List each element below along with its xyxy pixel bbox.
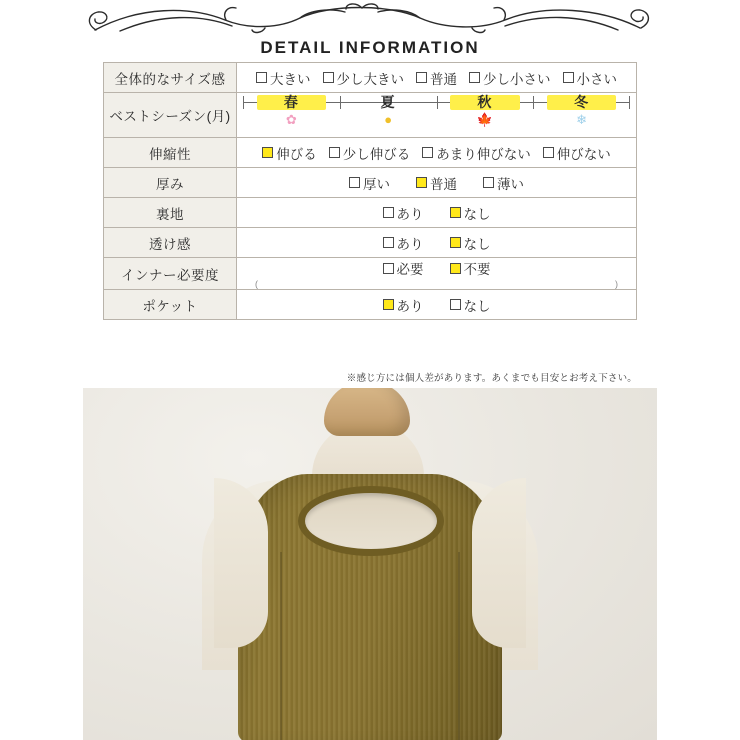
checkbox-icon-checked[interactable] [450, 237, 461, 248]
season-label: 冬 [574, 94, 590, 110]
option-label: 伸びる [276, 146, 317, 162]
checkbox-icon[interactable] [450, 299, 461, 310]
table-row [104, 198, 637, 228]
option-size-4[interactable] [563, 68, 618, 88]
checkbox-icon-checked[interactable] [383, 299, 394, 310]
option-thickness-2[interactable] [483, 173, 524, 193]
option-label: あまり伸びない [436, 146, 531, 162]
checkbox-icon[interactable] [383, 237, 394, 248]
row-value-inner [237, 258, 637, 290]
table-row [104, 93, 637, 138]
option-size-2[interactable] [416, 68, 457, 88]
row-value-lining [237, 198, 637, 228]
season-winter[interactable] [533, 93, 630, 127]
season-label: 秋 [477, 94, 493, 110]
option-label: 薄い [497, 176, 524, 192]
table-row [104, 290, 637, 320]
option-label: 普通 [430, 176, 457, 192]
option-stretch-1[interactable] [329, 143, 411, 163]
sun-icon: ● [384, 112, 393, 127]
row-value-pocket [237, 290, 637, 320]
vest-seam-left [280, 552, 282, 740]
checkbox-icon[interactable] [469, 72, 480, 83]
paren-right: ) [615, 279, 618, 289]
option-thickness-0[interactable] [349, 173, 390, 193]
option-size-3[interactable] [469, 68, 551, 88]
option-stretch-0[interactable] [262, 143, 317, 163]
option-inner-0[interactable] [383, 258, 424, 278]
option-size-0[interactable] [256, 68, 311, 88]
table-row [104, 168, 637, 198]
product-photo [83, 388, 657, 740]
option-label: 少し大きい [336, 71, 404, 87]
option-label: 伸びない [556, 146, 611, 162]
row-value-sheerness [237, 228, 637, 258]
mannequin-figure [220, 388, 520, 740]
checkbox-icon[interactable] [483, 177, 494, 188]
option-label: なし [463, 298, 491, 314]
option-pocket-0[interactable] [383, 295, 424, 315]
season-autumn[interactable] [437, 93, 534, 127]
row-label-sheerness: 透け感 [104, 228, 237, 258]
inner-note-row [237, 278, 636, 289]
option-pocket-1[interactable] [450, 295, 491, 315]
decorative-ornament [0, 0, 740, 40]
checkbox-icon[interactable] [563, 72, 574, 83]
option-label: なし [463, 236, 491, 252]
table-row [104, 228, 637, 258]
checkbox-icon-checked[interactable] [416, 177, 427, 188]
row-label-size: 全体的なサイズ感 [104, 63, 237, 93]
page-title: DETAIL INFORMATION [260, 38, 480, 57]
option-label: 大きい [270, 71, 311, 87]
season-label: 夏 [380, 94, 396, 110]
table-row [104, 63, 637, 93]
detail-info-table [103, 62, 637, 320]
option-label: 小さい [576, 71, 617, 87]
checkbox-icon[interactable] [543, 147, 554, 158]
snowflake-icon: ❄ [576, 112, 588, 127]
checkbox-icon[interactable] [256, 72, 267, 83]
option-label: 必要 [396, 262, 424, 277]
option-thickness-1[interactable] [416, 173, 457, 193]
flower-icon: ✿ [285, 112, 297, 127]
option-label: 少し伸びる [342, 146, 411, 162]
row-value-size [237, 63, 637, 93]
armhole-right [472, 478, 526, 648]
vest-collar-rib [298, 486, 444, 556]
option-label: 少し小さい [483, 71, 551, 87]
option-stretch-2[interactable] [422, 143, 531, 163]
season-summer[interactable] [340, 93, 437, 127]
option-sheerness-0[interactable] [383, 233, 424, 253]
checkbox-icon[interactable] [422, 147, 433, 158]
option-lining-0[interactable] [383, 203, 424, 223]
row-label-thickness: 厚み [104, 168, 237, 198]
option-size-1[interactable] [323, 68, 405, 88]
table-row [104, 138, 637, 168]
checkbox-icon[interactable] [349, 177, 360, 188]
option-inner-1[interactable] [450, 258, 491, 278]
row-label-lining: 裏地 [104, 198, 237, 228]
row-label-season: ベストシーズン(月) [104, 93, 237, 138]
checkbox-icon[interactable] [383, 207, 394, 218]
season-label: 春 [283, 94, 299, 110]
row-value-stretch [237, 138, 637, 168]
armhole-left [214, 478, 268, 648]
option-label: なし [463, 206, 491, 222]
option-sheerness-1[interactable] [450, 233, 491, 253]
option-label: あり [396, 206, 424, 222]
checkbox-icon[interactable] [416, 72, 427, 83]
checkbox-icon-checked[interactable] [450, 207, 461, 218]
option-label: 普通 [430, 71, 457, 87]
option-label: 不要 [463, 262, 491, 277]
option-lining-1[interactable] [450, 203, 491, 223]
option-label: あり [396, 236, 424, 252]
vest-seam-right [458, 552, 460, 740]
checkbox-icon[interactable] [383, 263, 394, 274]
option-label: 厚い [363, 176, 390, 192]
checkbox-icon-checked[interactable] [450, 263, 461, 274]
checkbox-icon[interactable] [323, 72, 334, 83]
row-label-stretch: 伸縮性 [104, 138, 237, 168]
option-stretch-3[interactable] [543, 143, 611, 163]
paren-left: ( [255, 279, 258, 289]
row-value-season [237, 93, 637, 138]
checkbox-icon[interactable] [329, 147, 340, 158]
checkbox-icon-checked[interactable] [262, 147, 273, 158]
disclaimer-note: ※感じ方には個人差があります。あくまでも目安とお考え下さい。 [346, 373, 637, 384]
season-bar [243, 93, 630, 137]
row-label-pocket: ポケット [104, 290, 237, 320]
option-label: あり [396, 298, 424, 314]
mannequin-knob [324, 388, 410, 436]
detail-table-wrap [103, 62, 637, 320]
maple-leaf-icon: 🍁 [476, 112, 493, 127]
row-label-inner: インナー必要度 [104, 258, 237, 290]
season-spring[interactable] [243, 93, 340, 127]
table-row [104, 258, 637, 290]
row-value-thickness [237, 168, 637, 198]
